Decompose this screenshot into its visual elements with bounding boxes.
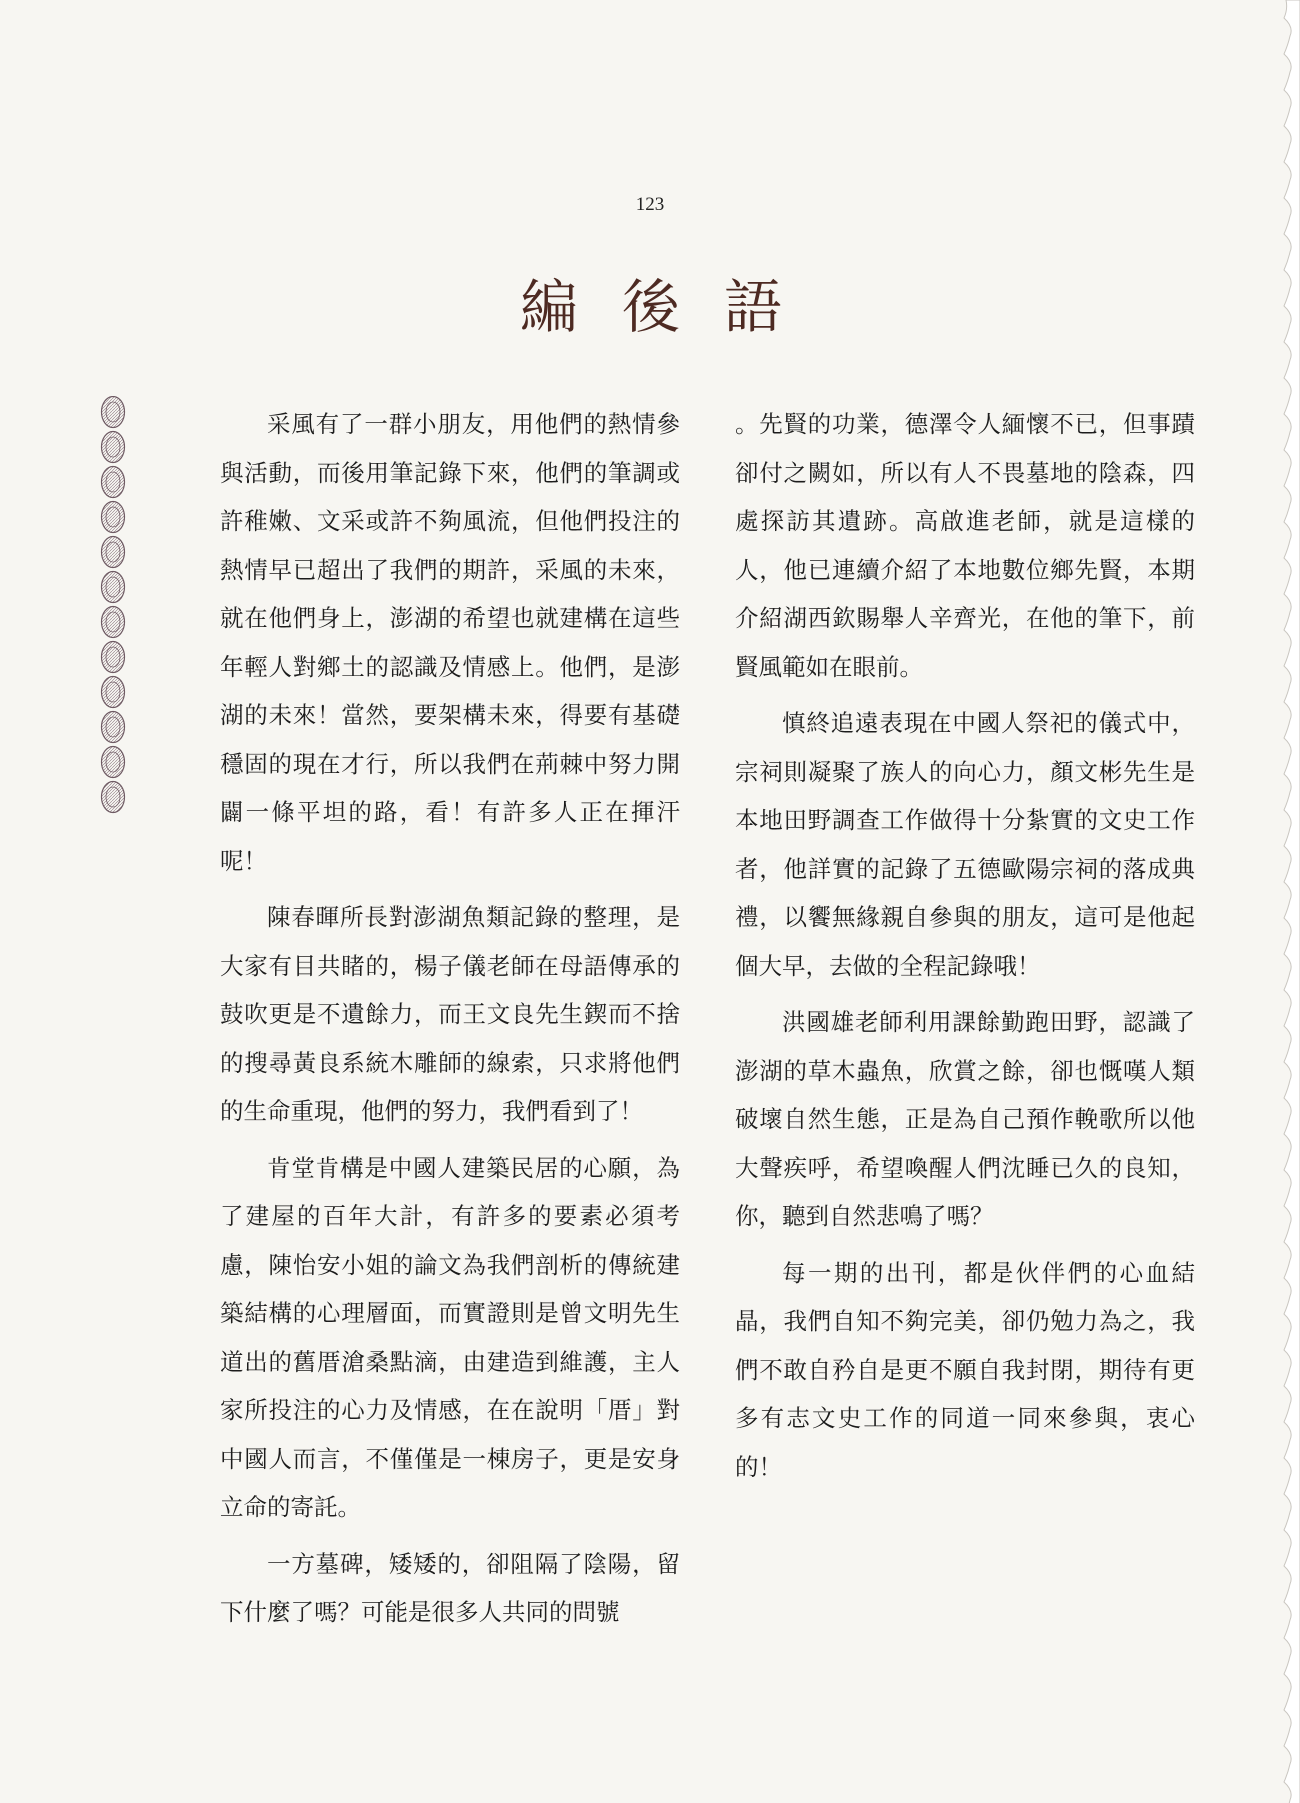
- paragraph: 一方墓碑，矮矮的，卻阻隔了陰陽，留下什麼了嗎？可能是很多人共同的問號: [220, 1549, 680, 1626]
- page-title: 編後語: [520, 273, 827, 341]
- oval-ornament: [102, 502, 125, 533]
- oval-ornament: [102, 642, 125, 673]
- paragraph: 采風有了一群小朋友，用他們的熱情參與活動，而後用筆記錄下來，他們的筆調或許稚嫩、文采或許不夠風流，但他們投注的熱情早已超出了我們的期許，采風的未來，就在他們身上，澎湖的希望也就建構在這些年輕人對鄉土的認識及情感上。他們，是澎湖的未來！當然，要架構未來，得要有基礎穩固的現在才行，所以我們在荊棘中努力開闢一條平坦的路，看！有許多人正在揮汗呢！: [220, 410, 680, 875]
- oval-ornament: [102, 467, 125, 498]
- oval-ornament: [102, 607, 125, 638]
- left-text-column: [220, 400, 680, 1645]
- paragraph: 慎終追遠表現在中國人祭祀的儀式中，宗祠則凝聚了族人的向心力，顏文彬先生是本地田野調查工作做得十分紮實的文史工作者，他詳實的記錄了五德歐陽宗祠的落成典禮，以饗無緣親自參與的朋友，這可是他起個大早，去做的全程記錄哦！: [735, 709, 1195, 980]
- oval-ornament: [102, 677, 125, 708]
- oval-ornament-icon: [100, 396, 126, 816]
- oval-ornament: [102, 397, 125, 428]
- paragraph: 肯堂肯構是中國人建築民居的心願，為了建屋的百年大計，有許多的要素必須考慮，陳怡安小姐的論文為我們剖析的傳統建築結構的心理層面，而實證則是曾文明先生道出的舊厝滄桑點滴，由建造到維護，主人家所投注的心力及情感，在在說明「厝」對中國人而言，不僅僅是一棟房子，更是安身立命的寄託。: [220, 1153, 680, 1521]
- page-number: 123: [635, 194, 665, 215]
- oval-ornament: [102, 432, 125, 463]
- torn-page-edge: [1278, 0, 1300, 1803]
- oval-ornament: [102, 572, 125, 603]
- paragraph: 陳春暉所長對澎湖魚類記錄的整理，是大家有目共睹的，楊子儀老師在母語傳承的鼓吹更是不遺餘力，而王文良先生鍥而不捨的搜尋黃良系統木雕師的線索，只求將他們的生命重現，他們的努力，我們看到了！: [220, 903, 680, 1125]
- right-text-column: [735, 400, 1195, 1499]
- paragraph: 。先賢的功業，德澤令人緬懷不已，但事蹟卻付之闕如，所以有人不畏墓地的陰森，四處探訪其遺跡。高啟進老師，就是這樣的人，他已連續介紹了本地數位鄉先賢，本期介紹湖西欽賜舉人辛齊光，在他的筆下，前賢風範如在眼前。: [735, 410, 1195, 681]
- decorative-ornament-column: [100, 396, 126, 816]
- oval-ornament: [102, 782, 125, 813]
- paragraph: 洪國雄老師利用課餘勤跑田野，認識了澎湖的草木蟲魚，欣賞之餘，卻也慨嘆人類破壞自然生態，正是為自己預作輓歌所以他大聲疾呼，希望喚醒人們沈睡已久的良知，你，聽到自然悲鳴了嗎？: [735, 1008, 1195, 1230]
- oval-ornament: [102, 712, 125, 743]
- oval-ornament: [102, 537, 125, 568]
- oval-ornament: [102, 747, 125, 778]
- paragraph: 每一期的出刊，都是伙伴們的心血結晶，我們自知不夠完美，卻仍勉力為之，我們不敢自矜自是更不願自我封閉，期待有更多有志文史工作的同道一同來參與，衷心的！: [735, 1258, 1195, 1481]
